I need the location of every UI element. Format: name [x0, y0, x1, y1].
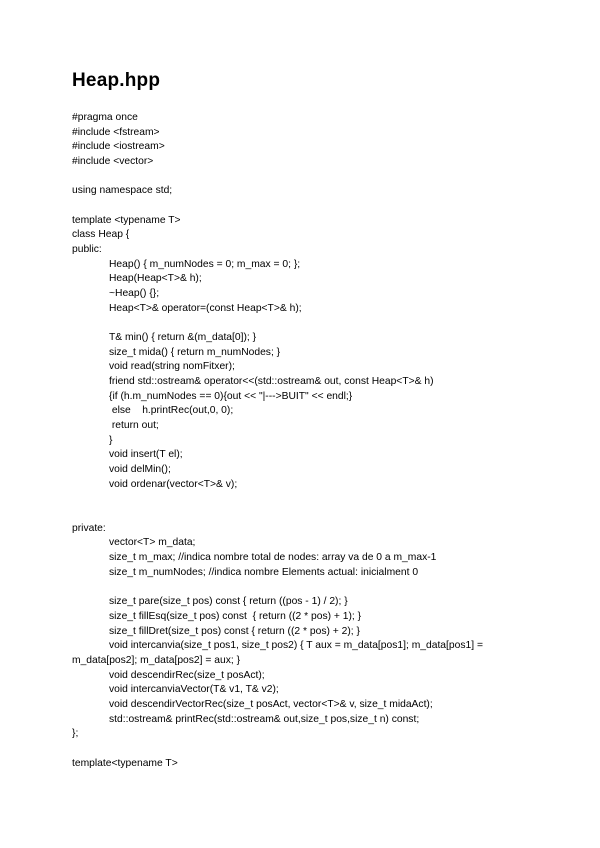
- code-line: size_t mida() { return m_numNodes; }: [109, 346, 281, 358]
- code-line: void ordenar(vector<T>& v);: [109, 478, 238, 490]
- blank-line: [72, 742, 572, 757]
- document-title: Heap.hpp: [72, 70, 161, 91]
- code-line: void insert(T el);: [109, 449, 183, 461]
- blank-line: [72, 492, 572, 507]
- blank-line: [72, 581, 572, 596]
- code-line: size_t m_numNodes; //indica nombre Elements actual: inicialment 0: [109, 566, 419, 578]
- code-listing: [72, 111, 572, 771]
- code-line: }: [109, 434, 113, 446]
- code-line: void delMin();: [109, 464, 171, 476]
- code-line: #include <vector>: [72, 156, 154, 168]
- code-line: vector<T> m_data;: [109, 537, 196, 549]
- code-line: #include <iostream>: [72, 141, 165, 153]
- code-line: size_t fillEsq(size_t pos) const { return ((2 * pos) + 1); }: [109, 610, 362, 622]
- code-line: public:: [72, 244, 102, 256]
- code-line: friend std::ostream& operator<<(std::ostream& out, const Heap<T>& h): [109, 376, 434, 388]
- blank-line: [72, 316, 572, 331]
- code-line: void intercanvia(size_t pos1, size_t pos2) { T aux = m_data[pos1]; m_data[pos1] =: [109, 640, 483, 652]
- code-line: ~Heap() {};: [109, 288, 160, 300]
- code-line: template <typename T>: [72, 214, 181, 226]
- code-line: std::ostream& printRec(std::ostream& out,size_t pos,size_t n) const;: [109, 713, 420, 725]
- code-line: void descendirVectorRec(size_t posAct, vector<T>& v, size_t midaAct);: [109, 698, 433, 710]
- code-line: T& min() { return &(m_data[0]); }: [109, 332, 257, 344]
- code-line: using namespace std;: [72, 185, 173, 197]
- code-line: void intercanviaVector(T& v1, T& v2);: [109, 684, 279, 696]
- code-line: size_t pare(size_t pos) const { return ((pos - 1) / 2); }: [109, 596, 348, 608]
- code-line: void descendirRec(size_t posAct);: [109, 669, 265, 681]
- code-line: };: [72, 728, 79, 740]
- code-line: private:: [72, 522, 106, 534]
- code-line: {if (h.m_numNodes == 0){out << "|--->BUIT" << endl;}: [109, 390, 353, 402]
- code-line: #include <fstream>: [72, 126, 160, 138]
- code-line: Heap(Heap<T>& h);: [109, 273, 202, 285]
- blank-line: [72, 170, 572, 185]
- code-line: m_data[pos2]; m_data[pos2] = aux; }: [72, 654, 241, 666]
- code-line: size_t m_max; //indica nombre total de nodes: array va de 0 a m_max-1: [109, 552, 437, 564]
- blank-line: [72, 199, 572, 214]
- code-line: Heap() { m_numNodes = 0; m_max = 0; };: [109, 258, 301, 270]
- code-line: return out;: [109, 420, 159, 432]
- blank-line: [72, 507, 572, 522]
- code-line: Heap<T>& operator=(const Heap<T>& h);: [109, 302, 302, 314]
- code-line: void read(string nomFitxer);: [109, 361, 235, 373]
- code-line: class Heap {: [72, 229, 130, 241]
- code-line: #pragma once: [72, 112, 138, 123]
- code-line: size_t fillDret(size_t pos) const { return ((2 * pos) + 2); }: [109, 625, 360, 637]
- code-line: template<typename T>: [72, 757, 178, 769]
- code-line: else h.printRec(out,0, 0);: [109, 405, 234, 417]
